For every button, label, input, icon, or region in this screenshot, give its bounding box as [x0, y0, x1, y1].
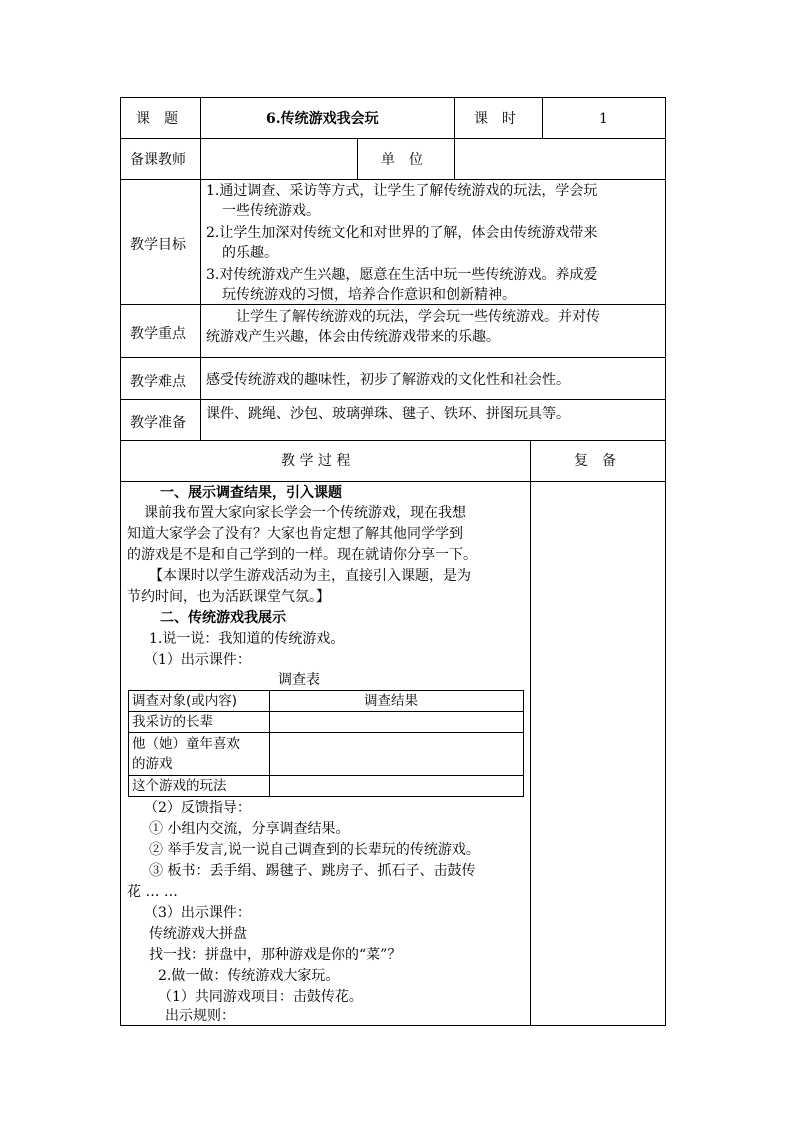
survey-row-divider — [128, 732, 524, 733]
row-divider — [120, 304, 666, 305]
objective-line: 3.对传统游戏产生兴趣，愿意在生活中玩一些传统游戏。养成爱 — [206, 267, 598, 283]
row-divider — [120, 357, 666, 358]
objectives-label: 教学目标 — [130, 237, 186, 253]
survey-border-left — [128, 690, 129, 797]
period-value: 1 — [599, 111, 608, 127]
topic-value: 6.传统游戏我会玩 — [266, 111, 379, 127]
row-divider — [120, 179, 666, 180]
objective-line: 的乐趣。 — [222, 245, 278, 261]
difficulties-label: 教学难点 — [130, 374, 186, 390]
topic-label: 课 题 — [136, 111, 178, 127]
row-divider — [120, 440, 666, 441]
objective-line: 一些传统游戏。 — [222, 203, 320, 219]
step-line: ③ 板书：丢手绢、踢毽子、跳房子、抓石子、击鼓传 — [149, 863, 476, 879]
table-border-top — [120, 97, 666, 98]
step-line: ② 举手发言,说一说自己调查到的长辈玩的传统游戏。 — [149, 842, 480, 858]
row-divider — [120, 481, 666, 482]
col-divider — [357, 138, 358, 180]
col-divider — [542, 97, 543, 139]
survey-row-divider — [128, 775, 524, 776]
period-label: 课 时 — [474, 111, 516, 127]
section-1-title: 一、展示调查结果，引入课题 — [160, 485, 342, 501]
step-line: 找一找：拼盘中，那种游戏是你的“菜”？ — [149, 947, 402, 963]
step-line: 出示规则： — [165, 1008, 235, 1024]
preparation-text: 课件、跳绳、沙包、玻璃弹珠、毽子、铁环、拼图玩具等。 — [206, 406, 570, 422]
paragraph-line: 的游戏是不是和自己学到的一样。现在就请你分享一下。 — [127, 547, 477, 563]
survey-border-bottom — [128, 796, 524, 797]
step-line: 2.做一做：传统游戏大家玩。 — [158, 968, 340, 984]
row-divider — [120, 138, 666, 139]
step-line: ① 小组内交流，分享调查结果。 — [149, 821, 350, 837]
key-points-line: 统游戏产生兴趣，体会由传统游戏带来的乐趣。 — [206, 329, 500, 345]
objective-line: 玩传统游戏的习惯，培养合作意识和创新精神。 — [222, 287, 516, 303]
survey-row-label: 我采访的长辈 — [132, 714, 213, 730]
key-points-line: 让学生了解传统游戏的玩法，学会玩一些传统游戏。并对传 — [236, 309, 600, 325]
survey-col-header: 调查结果 — [364, 693, 418, 709]
step-line: （3）出示课件： — [144, 905, 251, 921]
table-border-bottom — [120, 1025, 666, 1026]
note-line: 节约时间，也为活跃课堂气氛。】 — [127, 589, 330, 605]
col-divider — [454, 97, 455, 139]
difficulties-text: 感受传统游戏的趣味性，初步了解游戏的文化性和社会性。 — [206, 372, 570, 388]
teacher-label: 备课教师 — [130, 152, 186, 168]
key-points-label: 教学重点 — [130, 326, 186, 342]
process-header: 教 学 过 程 — [281, 453, 351, 469]
survey-border-right — [523, 690, 524, 797]
objective-line: 2.让学生加深对传统文化和对世界的了解，体会由传统游戏带来 — [206, 225, 598, 241]
table-border-left — [120, 97, 121, 1026]
table-border-right — [665, 97, 666, 1026]
survey-row-label: 他（她）童年喜欢 — [132, 736, 240, 752]
paragraph-line: 知道大家学会了没有？大家也肯定想了解其他同学学到 — [127, 526, 463, 542]
step-line: 1.说一说：我知道的传统游戏。 — [149, 631, 345, 647]
unit-label: 单 位 — [381, 152, 423, 168]
preparation-label: 教学准备 — [130, 415, 186, 431]
survey-border-top — [128, 690, 524, 691]
survey-col-divider — [269, 690, 270, 797]
survey-row-divider — [128, 711, 524, 712]
section-2-title: 二、传统游戏我展示 — [160, 610, 286, 626]
note-line: 【本课时以学生游戏活动为主，直接引入课题，是为 — [149, 568, 471, 584]
step-line: （1）出示课件： — [144, 652, 251, 668]
process-column-divider — [530, 440, 531, 1026]
survey-row-label: 这个游戏的玩法 — [132, 778, 227, 794]
step-line: （2）反馈指导： — [144, 800, 251, 816]
step-line: （1）共同游戏项目：击鼓传花。 — [158, 989, 363, 1005]
label-column-divider — [200, 97, 201, 441]
step-line: 花 … … — [127, 884, 178, 900]
step-line: 传统游戏大拼盘 — [149, 926, 247, 942]
survey-title: 调查表 — [278, 672, 320, 688]
row-divider — [120, 399, 666, 400]
objective-line: 1.通过调查、采访等方式，让学生了解传统游戏的玩法，学会玩 — [206, 183, 598, 199]
survey-col-header: 调查对象(或内容) — [132, 693, 238, 709]
paragraph-line: 课前我布置大家向家长学会一个传统游戏，现在我想 — [144, 505, 466, 521]
review-header: 复 备 — [574, 453, 616, 469]
col-divider — [454, 138, 455, 180]
survey-row-label: 的游戏 — [132, 756, 173, 772]
